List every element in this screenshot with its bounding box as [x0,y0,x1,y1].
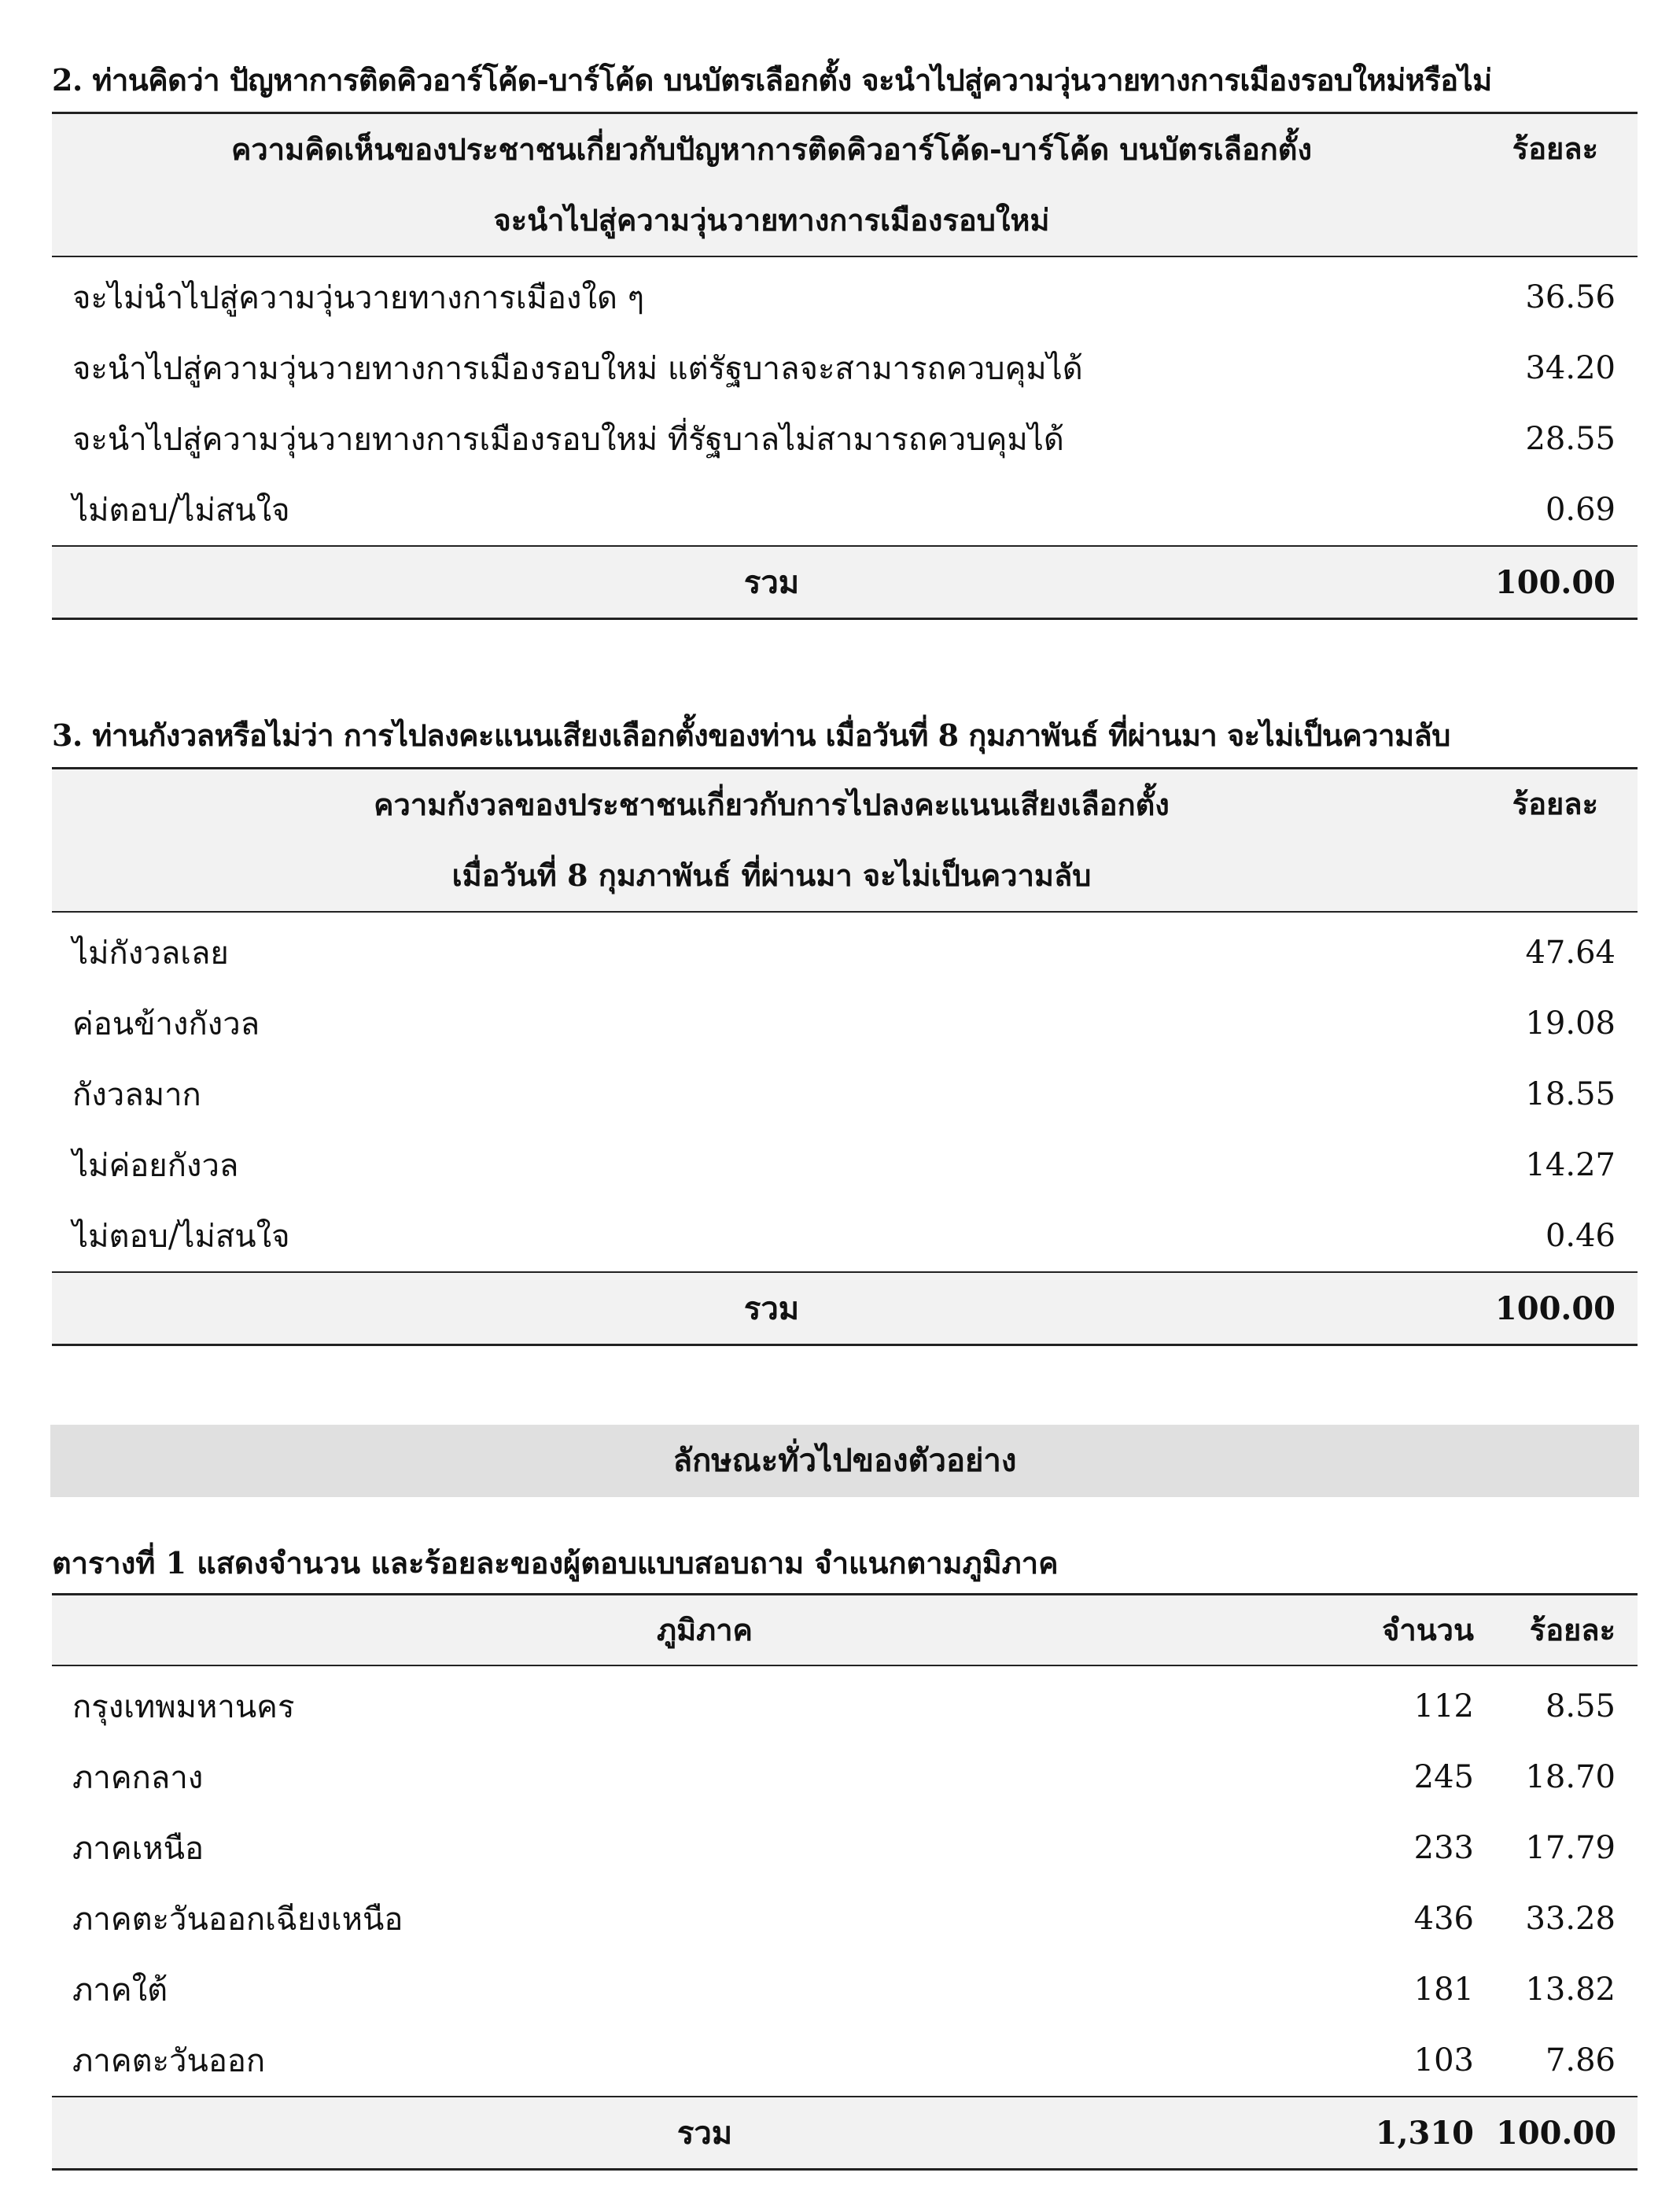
row-region: ภาคตะวันออก [72,2043,266,2079]
total-count: 1,310 [1375,2114,1474,2152]
row-region: ภาคตะวันออกเฉียงเหนือ [72,1901,403,1938]
table-header-row [52,769,1638,913]
table-1-header-pct: ร้อยละ [1496,1595,1638,1666]
table-header-row [52,113,1638,257]
table-row [52,404,1638,474]
row-region: ภาคเหนือ [72,1831,204,1867]
table-row [52,2025,1638,2097]
question-3-header-line2: เมื่อวันที่ 8 กุมภาพันธ์ ที่ผ่านมา จะไม่เป็นความลับ [451,858,1092,893]
table-row [52,1201,1638,1272]
row-pct: 19.08 [1525,1005,1616,1042]
total-label: รวม [676,2115,733,2152]
row-pct: 33.28 [1525,1901,1616,1937]
table-row [52,988,1638,1059]
question-2-table [52,112,1638,620]
table-row [52,1059,1638,1130]
row-label: ไม่ตอบ/ไม่สนใจ [72,492,290,529]
row-pct: 18.70 [1525,1759,1616,1795]
table-row [52,1883,1638,1954]
row-count: 103 [1413,2042,1474,2078]
row-pct: 0.46 [1545,1218,1616,1254]
total-row [52,2097,1638,2170]
row-label: ไม่ค่อยกังวล [72,1148,239,1184]
total-row [52,546,1638,619]
row-count: 233 [1413,1830,1474,1866]
question-3-header-line1: ความกังวลของประชาชนเกี่ยวกับการไปลงคะแนนเสียงเลือกตั้ง [374,787,1170,822]
row-pct: 18.55 [1525,1076,1616,1112]
question-2-header-pct: ร้อยละ [1491,113,1638,257]
row-pct: 36.56 [1525,279,1616,315]
row-label: จะนำไปสู่ความวุ่นวายทางการเมืองรอบใหม่ ที่รัฐบาลไม่สามารถควบคุมได้ [72,422,1064,458]
question-2-header-line1: ความคิดเห็นของประชาชนเกี่ยวกับปัญหาการติดคิวอาร์โค้ด-บาร์โค้ด บนบัตรเลือกตั้ง [230,131,1313,167]
table-1 [52,1593,1638,2171]
table-row [52,912,1638,988]
table-1-title-bold: ตารางที่ 1 [52,1545,187,1581]
table-1-header-region: ภูมิภาค [52,1595,1358,1666]
row-pct: 47.64 [1525,935,1616,971]
row-pct: 8.55 [1545,1688,1616,1724]
total-pct: 100.00 [1494,1289,1616,1327]
table-row [52,1665,1638,1742]
table-row [52,1954,1638,2025]
row-count: 181 [1413,1972,1474,2008]
table-row [52,256,1638,333]
question-3-table [52,767,1638,1346]
row-pct: 28.55 [1525,421,1616,457]
row-pct: 14.27 [1525,1147,1616,1183]
row-pct: 7.86 [1545,2042,1616,2078]
row-count: 245 [1413,1759,1474,1795]
row-label: จะนำไปสู่ความวุ่นวายทางการเมืองรอบใหม่ แต่รัฐบาลจะสามารถควบคุมได้ [72,351,1083,387]
row-region: ภาคกลาง [72,1760,204,1796]
total-pct: 100.00 [1494,563,1616,601]
row-region: กรุงเทพมหานคร [72,1689,295,1725]
total-label: รวม [743,564,800,601]
total-pct: 100.00 [1496,2114,1617,2152]
row-pct: 13.82 [1525,1972,1616,2008]
question-2-title: 2. ท่านคิดว่า ปัญหาการติดคิวอาร์โค้ด-บาร์โค้ด บนบัตรเลือกตั้ง จะนำไปสู่ความวุ่นวายทางการเมืองรอบใหม่หรือไม่ [52,62,1492,98]
question-2-header [52,113,1491,257]
table-row [52,1742,1638,1813]
row-pct: 0.69 [1545,492,1616,528]
table-row [52,474,1638,546]
row-label: ค่อนข้างกังวล [72,1006,260,1042]
row-label: ไม่ตอบ/ไม่สนใจ [72,1219,290,1255]
table-row [52,333,1638,404]
table-1-header-count: จำนวน [1358,1595,1496,1666]
row-count: 112 [1413,1688,1474,1724]
row-label: กังวลมาก [72,1077,201,1113]
table-row [52,1130,1638,1201]
total-row [52,1272,1638,1345]
row-region: ภาคใต้ [72,1972,168,2008]
section-banner: ลักษณะทั่วไปของตัวอย่าง [50,1425,1639,1497]
row-label: จะไม่นำไปสู่ความวุ่นวายทางการเมืองใด ๆ [72,280,645,316]
table-row [52,1813,1638,1883]
row-count: 436 [1413,1901,1474,1937]
row-label: ไม่กังวลเลย [72,935,229,972]
question-3-title: 3. ท่านกังวลหรือไม่ว่า การไปลงคะแนนเสียงเลือกตั้งของท่าน เมื่อวันที่ 8 กุมภาพันธ์ ที่ผ่านมา จะไม่เป็นความลับ [52,717,1450,753]
question-3-header-pct: ร้อยละ [1491,769,1638,913]
row-pct: 17.79 [1525,1830,1616,1866]
question-3-header [52,769,1491,913]
row-pct: 34.20 [1525,350,1616,386]
total-label: รวม [743,1290,800,1327]
table-1-title [52,1540,1059,1587]
table-1-title-rest: แสดงจำนวน และร้อยละของผู้ตอบแบบสอบถาม จำแนกตามภูมิภาค [186,1545,1059,1581]
question-2-header-line2: จะนำไปสู่ความวุ่นวายทางการเมืองรอบใหม่ [493,202,1050,238]
table-header-row [52,1595,1638,1666]
